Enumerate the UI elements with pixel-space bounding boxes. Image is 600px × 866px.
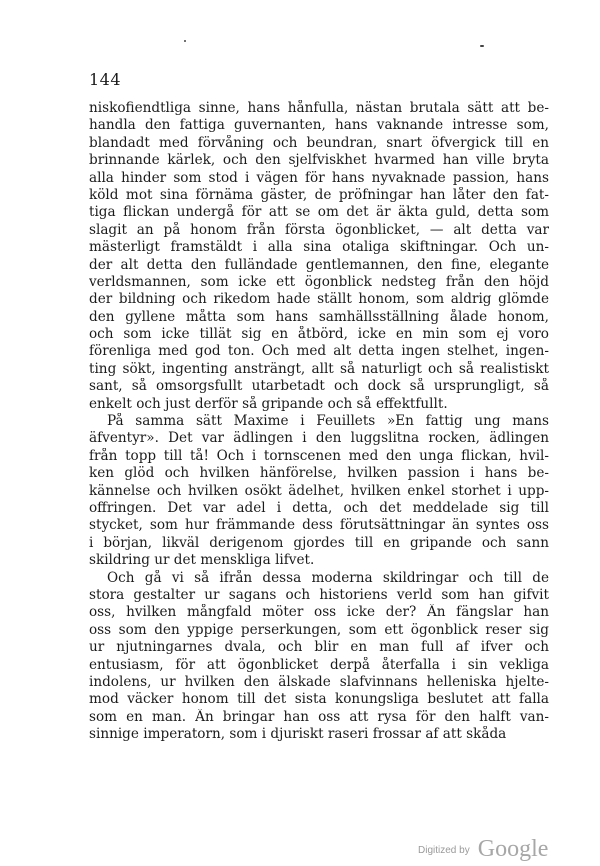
text-line: På samma sätt Maxime i Feuillets »En fattig ung mans — [107, 413, 549, 430]
page-number: 144 — [89, 70, 122, 89]
text-line: ting sökt, ingenting ansträngt, allt så naturligt och så realistiskt — [89, 360, 549, 377]
text-line: handla den fattiga guvernanten, hans vaknande intresse som, — [89, 117, 549, 134]
text-line: enkelt och just derför så gripande och så effektfullt. — [89, 395, 448, 412]
text-line: alla hinder som stod i vägen för hans nyvaknade passion, hans — [89, 169, 549, 186]
text-line: ur njutningarnes dvala, och blir en man full af ifver och — [89, 639, 549, 656]
text-line: äfventyr». Det var ädlingen i den luggslitna rocken, ädlingen — [89, 430, 549, 447]
text-line: der alt detta den fulländade gentlemannen, den fine, elegante — [89, 256, 549, 273]
text-line: förenliga med god ton. Och med alt detta ingen stelhet, ingen- — [89, 343, 549, 360]
text-line: stora gestalter ur sagans och historiens verld som han gifvit — [89, 586, 549, 603]
text-line: mod väcker honom till det sista konungsliga beslutet att falla — [89, 691, 549, 708]
text-line: indolens, ur hvilken den älskade slafvinnans helleniska hjelte- — [89, 673, 549, 690]
text-line: niskofiendtliga sinne, hans hånfulla, nästan brutala sätt att be- — [89, 100, 549, 116]
scan-speck — [184, 40, 186, 42]
text-line: köld mot sina förnäma gäster, de pröfningar han låter den fat- — [89, 186, 549, 203]
text-line: slagit an på honom från första ögonblicket, — alt detta var — [89, 221, 549, 238]
text-line: och som icke tillät sig en åtbörd, icke en min som ej voro — [89, 326, 549, 343]
text-line: brinnande kärlek, och den sjelfviskhet hvarmed han ville bryta — [89, 152, 549, 169]
text-line: verldsmannen, som icke ett ögonblick nedsteg från den höjd — [89, 273, 549, 290]
text-line: der bildning och rikedom hade ställt honom, som aldrig glömde — [89, 291, 549, 308]
google-logo: Google — [477, 836, 549, 862]
text-line: som en man. Än bringar han oss att rysa för den halft van- — [89, 708, 549, 725]
text-line: skildring ur det menskliga lifvet. — [89, 552, 315, 569]
digitized-by-watermark — [418, 836, 548, 863]
text-line: den gyllene måtta som hans samhällsställning ålade honom, — [89, 308, 549, 325]
watermark-prefix: Digitized by — [418, 845, 470, 856]
text-line: i början, likväl derigenom gjordes till en gripande och sann — [89, 534, 549, 551]
text-line: Och gå vi så ifrån dessa moderna skildringar och till de — [107, 569, 549, 586]
text-line: ken glöd och hvilken hänförelse, hvilken passion i hans be- — [89, 465, 549, 482]
text-line: kännelse och hvilken osökt ädelhet, hvilken enkel storhet i upp- — [89, 482, 549, 499]
text-line: oss, hvilken mångfald möter oss icke der? Än fängslar han — [89, 604, 549, 621]
text-line: sinnige imperatorn, som i djuriskt raseri frossar af att skåda — [89, 726, 507, 743]
text-line: oss som den yppige perserkungen, som ett ögonblick reser sig — [89, 621, 549, 638]
paragraph — [89, 100, 549, 413]
text-line: från topp till tå! Och i tornscenen med den unga flickan, hvil- — [89, 447, 549, 464]
text-line: stycket, som hur främmande dess förutsättningar än syntes oss — [89, 517, 549, 534]
text-line: sant, så omsorgsfullt utarbetadt och dock så ursprungligt, så — [89, 378, 549, 395]
text-line: mästerligt framstäldt i alla sina otaliga skiftningar. Och un- — [89, 239, 549, 256]
scan-speck — [480, 45, 484, 47]
paragraph — [89, 413, 549, 570]
text-line: entusiasm, för att ögonblicket derpå återfalla i sin vekliga — [89, 656, 549, 673]
paragraph — [89, 570, 549, 744]
text-line: tiga flickan undergå för att se om det är äkta guld, detta som — [89, 204, 549, 221]
text-line: blandadt med förvåning och beundran, snart öfvergick till en — [89, 134, 549, 151]
text-line: offringen. Det var adel i detta, och det meddelade sig till — [89, 499, 549, 516]
page-body-text — [89, 100, 549, 743]
